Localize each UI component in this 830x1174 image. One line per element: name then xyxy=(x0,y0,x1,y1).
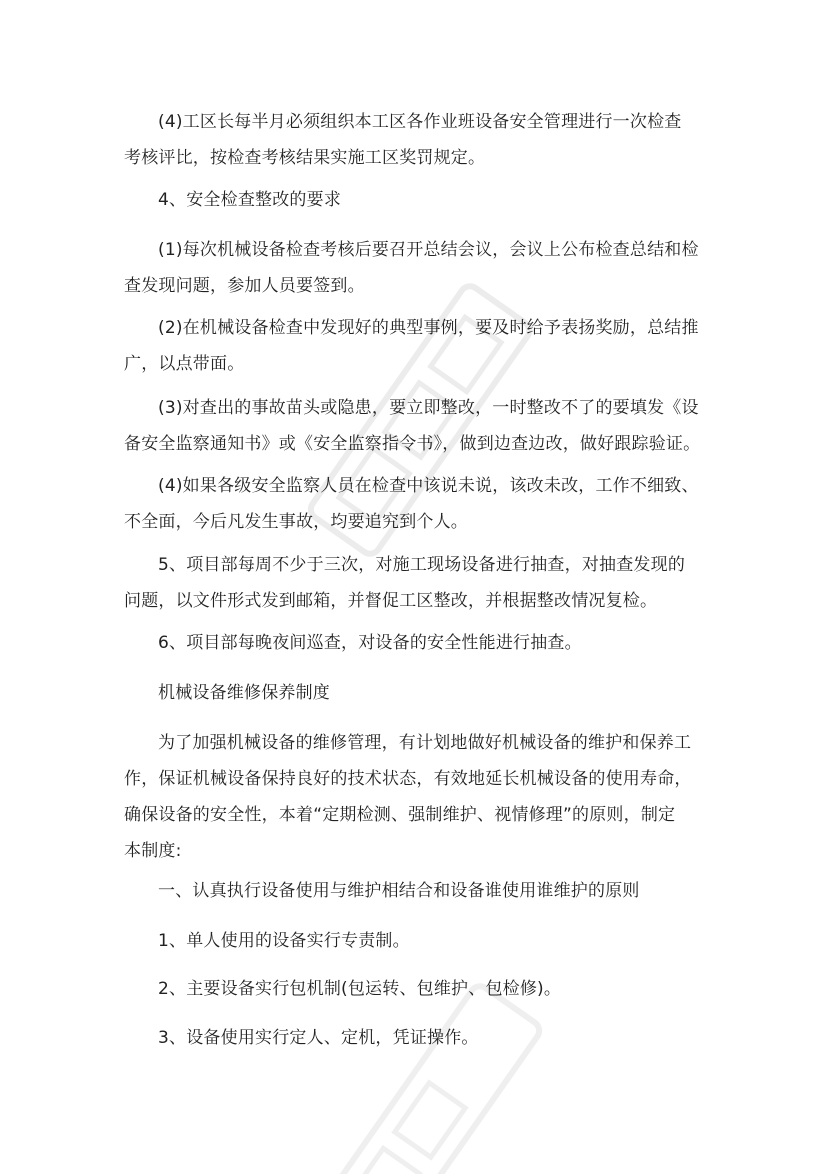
paragraph-6 xyxy=(124,625,709,661)
paragraph-4-4b xyxy=(124,468,709,540)
text-line: 问题，以文件形式发到邮箱，并督促工区整改，并根据整改情况复检。 xyxy=(124,591,658,611)
text-line: 3、设备使用实行定人、定机，凭证操作。 xyxy=(158,1028,479,1048)
heading-4-rectification xyxy=(124,182,709,218)
paragraph-4-2 xyxy=(124,310,709,382)
text-line: 1、单人使用的设备实行专责制。 xyxy=(158,931,410,951)
paragraph-4-4-inspection xyxy=(124,104,709,176)
text-line: (3)对查出的事故苗头或隐患，要立即整改，一时整改不了的要填发《设 xyxy=(158,398,699,418)
paragraph-4-3 xyxy=(124,390,709,462)
paragraph-4-1 xyxy=(124,232,709,304)
text-line: 机械设备维修保养制度 xyxy=(158,683,330,703)
text-line: 查发现问题，参加人员要签到。 xyxy=(124,276,365,296)
text-line: (1)每次机械设备检查考核后要召开总结会议，会议上公布检查总结和检 xyxy=(158,240,699,260)
text-line: (4)如果各级安全监察人员在检查中该说未说，该改未改，工作不细致、 xyxy=(158,476,699,496)
text-line: 不全面，今后凡发生事故，均要追究到个人。 xyxy=(124,512,468,532)
text-line: (2)在机械设备检查中发现好的典型事例，要及时给予表扬奖励，总结推 xyxy=(158,318,699,338)
text-line: 广，以点带面。 xyxy=(124,354,245,374)
text-line: 备安全监察通知书》或《安全监察指令书》，做到边查边改，做好跟踪验证。 xyxy=(124,434,701,454)
watermark-mark-2 xyxy=(317,982,543,1174)
text-line: 确保设备的安全性，本着“定期检测、强制维护、视情修理”的原则，制定 xyxy=(124,805,676,825)
section-title-maintenance xyxy=(124,675,709,711)
paragraph-intro xyxy=(124,725,709,869)
text-line: 6、项目部每晚夜间巡查，对设备的安全性能进行抽查。 xyxy=(158,633,582,653)
text-line: 本制度: xyxy=(124,841,182,861)
text-line: 5、项目部每周不少于三次，对施工现场设备进行抽查，对抽查发现的 xyxy=(158,555,686,575)
text-line: 作，保证机械设备保持良好的技术状态，有效地延长机械设备的使用寿命， xyxy=(124,769,692,789)
text-line: 考核评比，按检查考核结果实施工区奖罚规定。 xyxy=(124,148,486,168)
item-s1-3 xyxy=(124,1020,709,1056)
heading-section-1 xyxy=(124,873,709,909)
text-line: 为了加强机械设备的维修管理，有计划地做好机械设备的维护和保养工 xyxy=(158,733,692,753)
text-line: 4、安全检查整改的要求 xyxy=(158,190,342,210)
paragraph-5 xyxy=(124,547,709,619)
item-s1-2 xyxy=(124,971,709,1007)
text-line: (4)工区长每半月必须组织本工区各作业班设备安全管理进行一次检查 xyxy=(158,112,682,132)
item-s1-1 xyxy=(124,923,709,959)
text-line: 2、主要设备实行包机制(包运转、包维护、包检修)。 xyxy=(158,979,562,999)
text-line: 一、认真执行设备使用与维护相结合和设备谁使用谁维护的原则 xyxy=(158,881,640,901)
